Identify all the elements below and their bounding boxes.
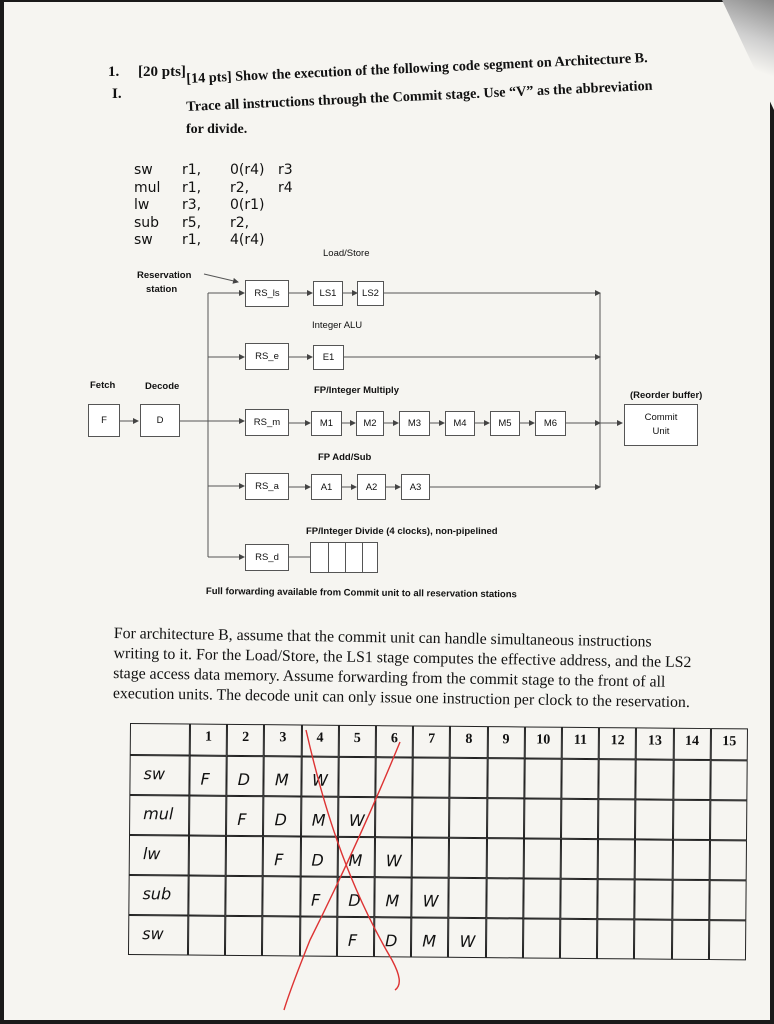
table-cell: [412, 797, 450, 837]
table-cell: [225, 916, 263, 956]
table-cell: [635, 839, 673, 879]
e1-box: [313, 345, 344, 370]
unit-label: Unit: [652, 426, 670, 437]
table-cell: [561, 839, 599, 879]
rs-ls-label: RS_ls: [254, 288, 280, 299]
commit-unit-box: [624, 404, 698, 446]
cycle-number: 2: [242, 729, 250, 746]
stage-mark: W: [312, 770, 329, 790]
pipeline-timing-table: [128, 723, 758, 990]
table-cell: [412, 837, 450, 877]
table-cell: [560, 919, 598, 959]
table-cell: [189, 836, 227, 876]
table-cell: [450, 758, 488, 798]
table-cell: [709, 880, 747, 920]
table-cell: [449, 878, 487, 918]
stage-mark: F: [274, 850, 284, 870]
stage-mark: W: [422, 891, 439, 911]
table-cell: [188, 916, 226, 956]
a3-label: A3: [409, 481, 422, 493]
table-cell: [487, 798, 525, 838]
header-cell: [130, 723, 190, 756]
table-cell: [672, 840, 710, 880]
cycle-number: 8: [465, 731, 473, 747]
decode-box-label: D: [156, 415, 164, 426]
table-cell: [672, 880, 710, 920]
stage-mark: F: [347, 930, 358, 950]
label-decode: Decode: [145, 381, 180, 392]
label-reorder-buffer: (Reorder buffer): [630, 390, 703, 401]
paragraph-line-4: execution units. The decode unit can only issue one instruction per clock to the reservation.: [112, 684, 690, 712]
label-fp-divide: FP/Integer Divide (4 clocks), non-pipelined: [306, 526, 498, 537]
table-cell: [560, 879, 598, 919]
label-reservation: Reservation: [137, 270, 192, 281]
code-dest: r1,: [182, 179, 202, 196]
m6-box: [535, 411, 566, 436]
stage-mark: W: [348, 810, 365, 831]
code-src1: 4(r4): [230, 232, 265, 248]
question-line-2: Trace all instructions through the Commit stage. Use “V” as the abbreviation: [186, 77, 653, 115]
question-line-3: for divide.: [186, 122, 248, 137]
divide-unit-box: [310, 542, 378, 573]
code-dest: r1,: [182, 162, 202, 178]
cycle-number: 10: [536, 732, 551, 748]
a1-label: A1: [320, 481, 333, 493]
m5-box: [490, 411, 520, 436]
m6-label: M6: [543, 418, 558, 429]
stage-mark: W: [385, 851, 402, 871]
stage-mark: F: [310, 890, 321, 910]
label-station: station: [146, 284, 178, 295]
table-cell: [561, 759, 599, 799]
table-cell: [263, 876, 301, 916]
table-cell: [188, 876, 226, 916]
cycle-number: 13: [647, 733, 662, 749]
instruction-label: sw: [143, 764, 166, 784]
rs-d-label: RS_d: [255, 552, 279, 563]
m2-label: M2: [363, 418, 377, 429]
stage-mark: W: [459, 931, 476, 952]
table-cell: [561, 799, 599, 839]
table-cell: [598, 839, 636, 879]
code-src1: 0(r4): [230, 162, 265, 178]
stage-mark: D: [274, 810, 287, 830]
stage-mark: M: [422, 931, 437, 951]
rs-ls-box: [245, 280, 289, 307]
table-cell: [226, 876, 264, 916]
table-cell: [486, 878, 524, 918]
stage-mark: M: [274, 770, 289, 790]
question-part: I.: [112, 86, 122, 102]
code-op: sub: [134, 214, 160, 231]
label-fp-multiply: FP/Integer Multiply: [314, 385, 399, 396]
table-cell: [597, 879, 635, 919]
fetch-box: [88, 404, 120, 437]
table-cell: [710, 800, 748, 840]
stage-mark: M: [311, 810, 326, 830]
table-cell: [635, 879, 673, 919]
fetch-box-label: F: [101, 415, 107, 426]
ls2-box: [357, 281, 384, 306]
question-number: 1.: [108, 64, 120, 80]
rs-a-box: [245, 473, 289, 500]
cycle-number: 7: [428, 731, 436, 747]
cycle-number: 9: [502, 732, 510, 748]
m1-box: [311, 411, 342, 436]
cycle-number: 11: [573, 732, 588, 748]
label-forwarding: Full forwarding available from Commit unit to all reservation stations: [205, 586, 517, 601]
table-cell: [635, 799, 673, 839]
cycle-number: 4: [316, 730, 324, 746]
table-cell: [710, 760, 748, 800]
table-cell: [226, 836, 264, 876]
table-cell: [672, 920, 710, 960]
cycle-number: 6: [390, 731, 399, 747]
table-cell: [375, 797, 413, 837]
a2-label: A2: [365, 481, 378, 493]
rs-a-label: RS_a: [255, 481, 279, 492]
a2-box: [357, 474, 386, 500]
instruction-label: lw: [142, 844, 161, 864]
e1-label: E1: [322, 352, 335, 363]
question-points: [20 pts]: [138, 64, 186, 80]
stage-mark: M: [348, 850, 363, 871]
instruction-label: mul: [143, 804, 174, 824]
table-cell: [597, 919, 635, 959]
paragraph-line-2: writing to it. For the Load/Store, the LS1 stage computes the effective address, and the LS2: [113, 644, 692, 672]
code-src2: r3: [278, 162, 293, 178]
m4-label: M4: [453, 418, 467, 429]
instruction-label: sub: [142, 884, 172, 904]
cycle-number: 15: [722, 734, 737, 750]
rs-e-box: [245, 343, 289, 370]
table-cell: [673, 800, 711, 840]
m2-box: [356, 411, 384, 436]
instruction-label: sw: [142, 924, 164, 944]
table-cell: [338, 757, 376, 797]
code-src2: r4: [278, 179, 293, 196]
table-cell: [709, 840, 747, 880]
code-src1: r2,: [230, 214, 250, 231]
table-cell: [598, 799, 636, 839]
cycle-number: 12: [610, 733, 625, 749]
code-op: sw: [134, 162, 153, 178]
table-cell: [524, 758, 562, 798]
table-cell: [449, 838, 487, 878]
table-cell: [599, 759, 637, 799]
table-cell: [189, 796, 227, 836]
code-op: lw: [134, 197, 150, 213]
decode-box: [140, 404, 180, 437]
m1-label: M1: [319, 418, 334, 429]
code-op: sw: [134, 232, 153, 248]
cycle-number: 1: [204, 729, 213, 745]
table-cell: [262, 916, 300, 956]
label-fetch: Fetch: [90, 380, 116, 391]
label-fp-add-sub: FP Add/Sub: [318, 452, 372, 463]
ls1-box: [313, 281, 343, 306]
stage-mark: D: [385, 931, 398, 951]
table-cell: [523, 918, 561, 958]
stage-mark: D: [348, 890, 361, 911]
table-cell: [636, 759, 674, 799]
code-dest: r3,: [182, 197, 202, 213]
table-cell: [375, 757, 413, 797]
rs-d-box: [245, 544, 289, 571]
cycle-number: 3: [279, 730, 287, 746]
table-cell: [523, 878, 561, 918]
m3-label: M3: [407, 418, 422, 429]
label-load-store: Load/Store: [323, 248, 370, 259]
table-cell: [449, 798, 487, 838]
code-dest: r5,: [182, 214, 202, 231]
stage-mark: D: [311, 850, 324, 870]
code-dest: r1,: [182, 232, 202, 248]
cycle-number: 5: [353, 730, 361, 747]
m4-box: [445, 411, 475, 436]
table-cell: [486, 918, 524, 958]
question-line-1: [14 pts] Show the execution of the following code segment on Architecture B.: [186, 50, 648, 87]
paragraph-line-1: For architecture B, assume that the commit unit can handle simultaneous instructions: [113, 624, 652, 651]
table-cell: [673, 760, 711, 800]
stage-mark: M: [385, 891, 400, 911]
rs-e-label: RS_e: [255, 351, 279, 362]
table-cell: [524, 798, 562, 838]
stage-mark: D: [237, 769, 251, 790]
table-cell: [634, 919, 672, 959]
stage-mark: F: [237, 809, 247, 830]
code-op: mul: [134, 179, 161, 196]
table-cell: [300, 916, 338, 956]
m5-label: M5: [498, 418, 512, 429]
code-src1: 0(r1): [230, 197, 265, 213]
commit-label: Commit: [644, 412, 678, 423]
label-integer-alu: Integer ALU: [312, 320, 363, 331]
table-cell: [487, 758, 525, 798]
rs-m-label: RS_m: [253, 417, 281, 428]
ls1-label: LS1: [319, 288, 337, 299]
table-cell: [523, 838, 561, 878]
table-cell: [709, 920, 747, 960]
paragraph-line-3: stage access data memory. Assume forwarding from the commit stage to the front of all: [113, 664, 666, 691]
code-src1: r2,: [230, 179, 250, 196]
a1-box: [311, 474, 342, 500]
cycle-number: 14: [684, 733, 700, 749]
ls2-label: LS2: [362, 288, 379, 299]
m3-box: [399, 411, 430, 436]
a3-box: [401, 474, 430, 500]
assumptions-paragraph: [113, 624, 692, 713]
table-cell: [486, 838, 524, 878]
stage-mark: F: [200, 769, 210, 789]
table-cell: [413, 757, 451, 797]
rs-m-box: [245, 409, 289, 436]
